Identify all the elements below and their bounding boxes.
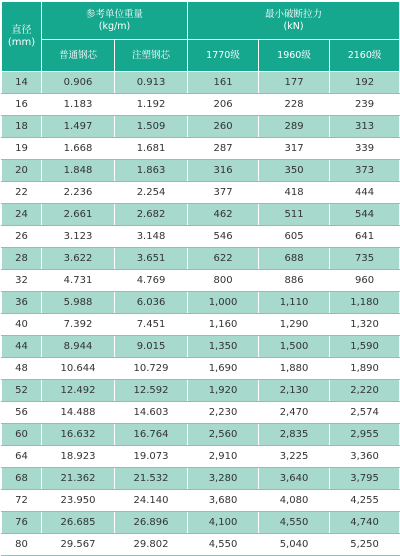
cell-strength-2160: 339 [330, 138, 400, 160]
cell-strength-1960: 2,470 [259, 402, 330, 424]
cell-strength-1960: 511 [259, 204, 330, 226]
cell-weight-fiber-core: 1.497 [42, 116, 115, 138]
cell-weight-fiber-core: 0.906 [42, 72, 115, 94]
cell-strength-1960: 4,550 [259, 512, 330, 534]
cell-weight-plastic-core: 12.592 [115, 380, 188, 402]
cell-strength-1960: 1,290 [259, 314, 330, 336]
table-row [2, 446, 400, 468]
cell-strength-1770: 3,280 [188, 468, 259, 490]
cell-strength-2160: 1,320 [330, 314, 400, 336]
cell-strength-2160: 313 [330, 116, 400, 138]
table-body [2, 72, 400, 556]
cell-strength-1960: 4,080 [259, 490, 330, 512]
cell-weight-plastic-core: 7.451 [115, 314, 188, 336]
table-row [2, 138, 400, 160]
cell-weight-fiber-core: 14.488 [42, 402, 115, 424]
cell-strength-1770: 2,230 [188, 402, 259, 424]
cell-weight-plastic-core: 6.036 [115, 292, 188, 314]
header-grade-1960: 1960级 [259, 40, 330, 72]
cell-weight-fiber-core: 5.988 [42, 292, 115, 314]
header-diameter [2, 2, 42, 72]
header-weight-group [42, 2, 188, 40]
cell-strength-2160: 1,590 [330, 336, 400, 358]
table-row [2, 314, 400, 336]
header-diameter-unit: (mm) [7, 36, 36, 48]
header-row-top [2, 2, 400, 40]
cell-diameter: 40 [2, 314, 42, 336]
cell-weight-plastic-core: 14.603 [115, 402, 188, 424]
header-strength-group [188, 2, 400, 40]
cell-strength-1960: 5,040 [259, 534, 330, 556]
cell-weight-fiber-core: 1.848 [42, 160, 115, 182]
header-diameter-label: 直径 [11, 24, 32, 36]
cell-weight-fiber-core: 8.944 [42, 336, 115, 358]
cell-strength-2160: 4,255 [330, 490, 400, 512]
cell-strength-1770: 161 [188, 72, 259, 94]
cell-strength-1960: 177 [259, 72, 330, 94]
cell-diameter: 72 [2, 490, 42, 512]
cell-strength-2160: 3,360 [330, 446, 400, 468]
cell-strength-2160: 735 [330, 248, 400, 270]
cell-diameter: 36 [2, 292, 42, 314]
cell-diameter: 16 [2, 94, 42, 116]
cell-diameter: 20 [2, 160, 42, 182]
cell-strength-2160: 1,890 [330, 358, 400, 380]
cell-strength-2160: 641 [330, 226, 400, 248]
cell-strength-1960: 350 [259, 160, 330, 182]
cell-weight-plastic-core: 24.140 [115, 490, 188, 512]
table-row [2, 226, 400, 248]
cell-strength-1770: 4,100 [188, 512, 259, 534]
header-weight-unit: (kg/m) [98, 20, 131, 32]
cell-strength-1960: 2,130 [259, 380, 330, 402]
cell-diameter: 24 [2, 204, 42, 226]
cell-strength-2160: 2,955 [330, 424, 400, 446]
cell-weight-plastic-core: 4.769 [115, 270, 188, 292]
table-row [2, 248, 400, 270]
cell-weight-plastic-core: 21.532 [115, 468, 188, 490]
cell-diameter: 60 [2, 424, 42, 446]
cell-strength-2160: 1,180 [330, 292, 400, 314]
cell-weight-fiber-core: 3.123 [42, 226, 115, 248]
wire-rope-spec-table [1, 1, 400, 556]
cell-strength-1770: 1,350 [188, 336, 259, 358]
header-plastic-core: 注塑钢芯 [115, 40, 188, 72]
cell-weight-fiber-core: 21.362 [42, 468, 115, 490]
cell-diameter: 48 [2, 358, 42, 380]
table-row [2, 182, 400, 204]
table-row [2, 160, 400, 182]
cell-strength-2160: 373 [330, 160, 400, 182]
cell-strength-1770: 546 [188, 226, 259, 248]
table-row [2, 116, 400, 138]
table-row [2, 94, 400, 116]
cell-strength-1770: 800 [188, 270, 259, 292]
cell-weight-plastic-core: 3.651 [115, 248, 188, 270]
header-row-sub [2, 40, 400, 72]
cell-diameter: 18 [2, 116, 42, 138]
table-row [2, 534, 400, 556]
cell-diameter: 19 [2, 138, 42, 160]
cell-strength-1770: 2,560 [188, 424, 259, 446]
cell-weight-plastic-core: 2.682 [115, 204, 188, 226]
cell-diameter: 80 [2, 534, 42, 556]
cell-weight-plastic-core: 26.896 [115, 512, 188, 534]
cell-strength-1960: 605 [259, 226, 330, 248]
cell-weight-plastic-core: 1.681 [115, 138, 188, 160]
cell-strength-1770: 287 [188, 138, 259, 160]
cell-strength-1960: 1,880 [259, 358, 330, 380]
cell-weight-fiber-core: 3.622 [42, 248, 115, 270]
cell-strength-2160: 444 [330, 182, 400, 204]
cell-weight-fiber-core: 2.236 [42, 182, 115, 204]
cell-weight-plastic-core: 16.764 [115, 424, 188, 446]
cell-diameter: 26 [2, 226, 42, 248]
cell-strength-1960: 3,640 [259, 468, 330, 490]
table-row [2, 358, 400, 380]
cell-weight-fiber-core: 4.731 [42, 270, 115, 292]
cell-weight-fiber-core: 12.492 [42, 380, 115, 402]
header-weight-title: 参考单位重量 [86, 8, 144, 20]
table-row [2, 512, 400, 534]
cell-strength-2160: 239 [330, 94, 400, 116]
cell-diameter: 64 [2, 446, 42, 468]
table-row [2, 380, 400, 402]
cell-diameter: 52 [2, 380, 42, 402]
cell-diameter: 14 [2, 72, 42, 94]
cell-strength-2160: 544 [330, 204, 400, 226]
cell-strength-1770: 2,910 [188, 446, 259, 468]
cell-strength-1960: 886 [259, 270, 330, 292]
cell-weight-plastic-core: 3.148 [115, 226, 188, 248]
cell-weight-plastic-core: 1.192 [115, 94, 188, 116]
spec-table-container [1, 1, 399, 556]
cell-weight-fiber-core: 29.567 [42, 534, 115, 556]
cell-strength-2160: 192 [330, 72, 400, 94]
cell-strength-1770: 260 [188, 116, 259, 138]
cell-strength-1960: 418 [259, 182, 330, 204]
cell-diameter: 68 [2, 468, 42, 490]
cell-strength-2160: 2,220 [330, 380, 400, 402]
cell-weight-fiber-core: 18.923 [42, 446, 115, 468]
cell-strength-1770: 3,680 [188, 490, 259, 512]
cell-weight-fiber-core: 1.668 [42, 138, 115, 160]
cell-strength-1770: 4,550 [188, 534, 259, 556]
table-row [2, 292, 400, 314]
cell-weight-fiber-core: 7.392 [42, 314, 115, 336]
cell-strength-2160: 5,250 [330, 534, 400, 556]
cell-weight-plastic-core: 2.254 [115, 182, 188, 204]
cell-strength-1770: 206 [188, 94, 259, 116]
cell-strength-1960: 289 [259, 116, 330, 138]
cell-weight-fiber-core: 16.632 [42, 424, 115, 446]
table-row [2, 336, 400, 358]
cell-diameter: 44 [2, 336, 42, 358]
cell-strength-1960: 688 [259, 248, 330, 270]
cell-weight-plastic-core: 19.073 [115, 446, 188, 468]
cell-strength-1770: 1,690 [188, 358, 259, 380]
cell-strength-1770: 1,920 [188, 380, 259, 402]
cell-weight-plastic-core: 0.913 [115, 72, 188, 94]
cell-strength-2160: 4,740 [330, 512, 400, 534]
cell-diameter: 22 [2, 182, 42, 204]
table-row [2, 402, 400, 424]
cell-weight-fiber-core: 2.661 [42, 204, 115, 226]
cell-weight-fiber-core: 1.183 [42, 94, 115, 116]
cell-strength-1770: 377 [188, 182, 259, 204]
cell-weight-fiber-core: 23.950 [42, 490, 115, 512]
table-row [2, 204, 400, 226]
cell-weight-plastic-core: 29.802 [115, 534, 188, 556]
cell-diameter: 32 [2, 270, 42, 292]
cell-weight-fiber-core: 10.644 [42, 358, 115, 380]
header-fiber-core: 普通钢芯 [42, 40, 115, 72]
table-row [2, 270, 400, 292]
table-row [2, 424, 400, 446]
cell-strength-1960: 1,110 [259, 292, 330, 314]
cell-strength-1960: 3,225 [259, 446, 330, 468]
cell-strength-1770: 1,160 [188, 314, 259, 336]
cell-weight-plastic-core: 10.729 [115, 358, 188, 380]
cell-strength-1770: 316 [188, 160, 259, 182]
table-row [2, 72, 400, 94]
cell-strength-1770: 1,000 [188, 292, 259, 314]
cell-strength-1960: 317 [259, 138, 330, 160]
header-strength-unit: (kN) [283, 20, 304, 32]
cell-diameter: 28 [2, 248, 42, 270]
table-row [2, 468, 400, 490]
header-strength-title: 最小破断拉力 [265, 8, 323, 20]
cell-weight-plastic-core: 1.863 [115, 160, 188, 182]
cell-strength-2160: 960 [330, 270, 400, 292]
table-row [2, 490, 400, 512]
cell-weight-plastic-core: 1.509 [115, 116, 188, 138]
cell-strength-1770: 622 [188, 248, 259, 270]
cell-weight-fiber-core: 26.685 [42, 512, 115, 534]
cell-strength-2160: 2,574 [330, 402, 400, 424]
cell-strength-1960: 1,500 [259, 336, 330, 358]
header-grade-2160: 2160级 [330, 40, 400, 72]
cell-strength-1770: 462 [188, 204, 259, 226]
cell-strength-1960: 2,835 [259, 424, 330, 446]
cell-strength-1960: 228 [259, 94, 330, 116]
header-grade-1770: 1770级 [188, 40, 259, 72]
table-header [2, 2, 400, 72]
cell-diameter: 56 [2, 402, 42, 424]
cell-weight-plastic-core: 9.015 [115, 336, 188, 358]
cell-diameter: 76 [2, 512, 42, 534]
cell-strength-2160: 3,795 [330, 468, 400, 490]
